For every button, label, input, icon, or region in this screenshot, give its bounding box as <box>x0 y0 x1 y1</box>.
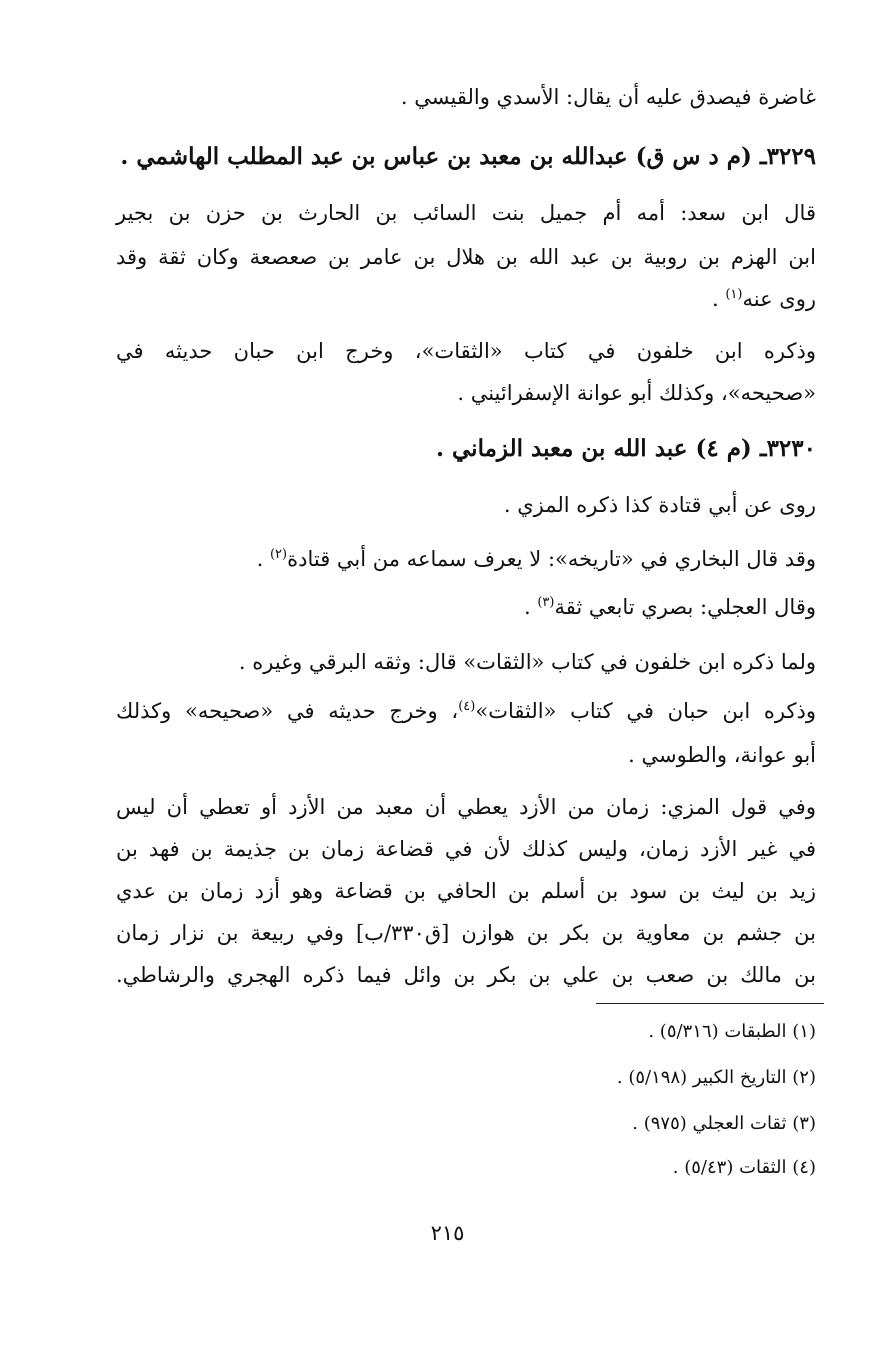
text-segment: وقال العجلي: بصري تابعي ثقة <box>554 595 816 619</box>
footnote-marker: (٤) <box>458 699 476 714</box>
entry-3230-line-9: زيد بن ليث بن سود بن أسلم بن الحافي بن قضاعة وهو أزد زمان بن عدي <box>116 879 816 903</box>
entry-3229-line-2: ابن الهزم بن روبية بن عبد الله بن هلال بن عامر بن صعصعة وكان ثقة وقد <box>116 245 816 269</box>
text-segment: روى عنه <box>742 287 816 311</box>
entry-3229-line-3 <box>116 282 816 316</box>
intro-line: غاضرة فيصدق عليه أن يقال: الأسدي والقيسي . <box>400 85 816 109</box>
footnote-1: (١) الطبقات (٥/٣١٦) . <box>648 1021 816 1042</box>
entry-3230-line-4: ولما ذكره ابن خلفون في كتاب «الثقات» قال: وثقه البرقي وغيره . <box>238 650 816 674</box>
footnote-3: (٣) ثقات العجلي (٩٧٥) . <box>632 1113 816 1134</box>
entry-3229-line-4: وذكره ابن خلفون في كتاب «الثقات»، وخرج ابن حبان حديثه في <box>116 339 816 363</box>
footnote-marker: (٣) <box>537 595 555 610</box>
text-segment: وذكره ابن حبان في كتاب «الثقات» <box>475 699 816 723</box>
text-segment: وقد قال البخاري في «تاريخه»: لا يعرف سماعه من أبي قتادة <box>287 547 816 571</box>
text-segment: . <box>523 595 538 619</box>
entry-3230-line-3 <box>116 590 816 624</box>
entry-3230-line-7: وفي قول المزي: زمان من الأزد يعطي أن معبد من الأزد أو تعطي أن ليس <box>116 795 816 819</box>
entry-heading-3230: ٣٢٣٠ـ (م ٤) عبد الله بن معبد الزماني . <box>435 435 816 462</box>
footnote-marker: (٢) <box>269 547 288 562</box>
entry-3230-line-1: روى عن أبي قتادة كذا ذكره المزي . <box>503 493 816 517</box>
entry-3229-line-1: قال ابن سعد: أمه أم جميل بنت السائب بن الحارث بن حزن بن بجير <box>116 201 816 225</box>
entry-3230-line-10: بن جشم بن معاوية بن بكر بن هوازن [ق٣٣٠/ب] وفي ربيعة بن نزار زمان <box>116 921 816 945</box>
text-segment: ، وخرج حديثه في «صحيحه» وكذلك <box>116 699 459 723</box>
entry-3230-line-11: بن مالك بن صعب بن علي بن بكر بن وائل فيما ذكره الهجري والرشاطي. <box>116 963 816 987</box>
entry-3230-line-8: في غير الأزد زمان، وليس كذلك لأن في قضاعة زمان بن جذيمة بن فهد بن <box>116 837 816 861</box>
entry-heading-3229: ٣٢٢٩ـ (م د س ق) عبدالله بن معبد بن عباس بن عبد المطلب الهاشمي . <box>120 143 816 170</box>
footnote-2: (٢) التاريخ الكبير (٥/١٩٨) . <box>616 1067 816 1088</box>
footnote-divider <box>596 1003 824 1004</box>
entry-3230-line-2 <box>116 542 816 576</box>
text-segment: . <box>711 287 726 311</box>
text-segment: . <box>256 547 270 571</box>
entry-3230-line-6: أبو عوانة، والطوسي . <box>628 743 816 767</box>
footnote-4: (٤) الثقات (٥/٤٣) . <box>672 1157 816 1178</box>
footnote-marker: (١) <box>725 287 743 302</box>
page-number: ٢١٥ <box>430 1221 465 1245</box>
entry-3230-line-5 <box>116 694 816 728</box>
entry-3229-line-5: «صحيحه»، وكذلك أبو عوانة الإسفرائيني . <box>457 381 816 405</box>
